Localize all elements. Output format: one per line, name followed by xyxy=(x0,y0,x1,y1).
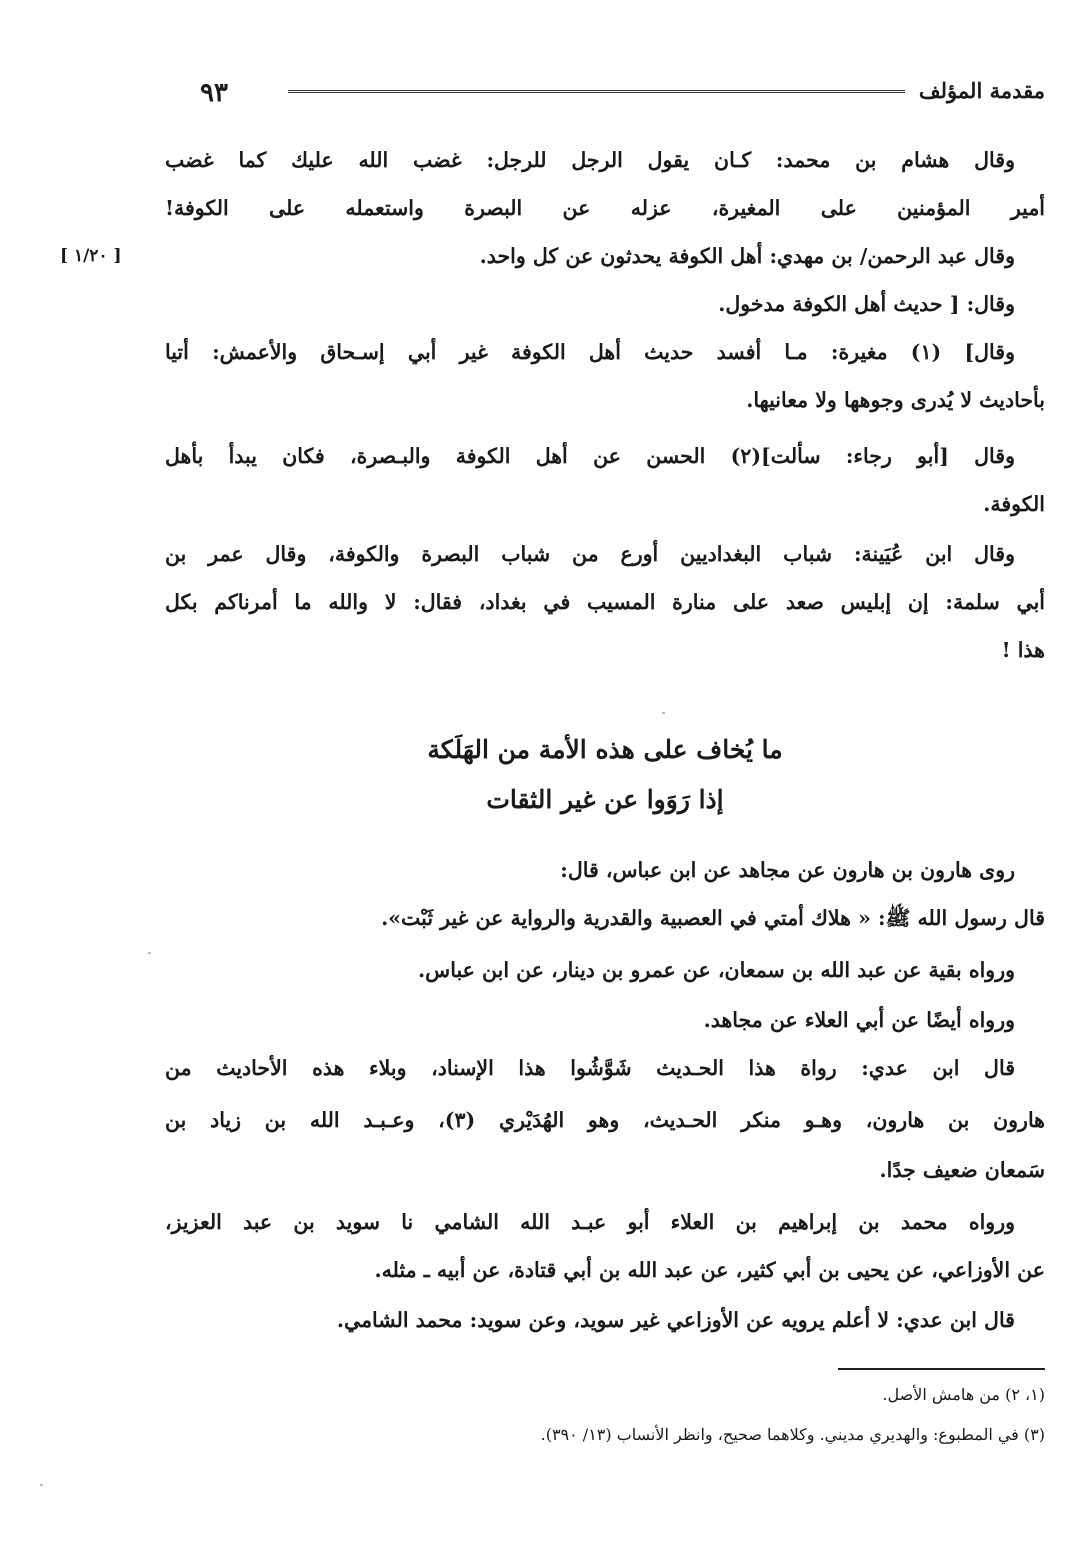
footnote-separator xyxy=(838,1368,1045,1370)
text-line: أبي سلمة: إن إبليس صعد على منارة المسيب في بغداد، فقال: لا والله ما أمرناكم بكل xyxy=(165,590,1045,614)
text-line: ورواه بقية عن عبد الله بن سمعان، عن عمرو بن دينار، عن ابن عباس. xyxy=(418,958,1015,982)
text-line: قال ابن عدي: لا أعلم يرويه عن الأوزاعي غير سويد، وعن سويد: محمد الشامي. xyxy=(336,1308,1015,1332)
margin-reference: [ ١/٢٠ ] xyxy=(60,246,122,266)
text-line: الكوفة. xyxy=(983,492,1045,516)
page-header xyxy=(200,78,1045,112)
text-line: ورواه أيضًا عن أبي العلاء عن مجاهد. xyxy=(703,1008,1015,1032)
text-line: روى هارون بن هارون عن مجاهد عن ابن عباس، قال: xyxy=(560,858,1015,882)
text-line: قال ابن عدي: رواة هذا الحـديث شَوَّشُوا هذا الإسناد، وبلاء هذه الأحاديث من xyxy=(165,1056,1015,1080)
text-line: وقال هشام بن محمد: كـان يقول الرجل للرجل: غضب الله عليك كما غضب xyxy=(165,148,1015,172)
text-line: هارون بن هارون، وهـو منكر الحـديث، وهو الهُدَيْري (٣)، وعـبـد الله بن زياد بن xyxy=(165,1108,1045,1132)
page-number: ٩٣ xyxy=(200,78,228,108)
section-subheading: إذا رَوَوا عن غير الثقات xyxy=(486,785,724,814)
footnote: (١، ٢) من هامش الأصل. xyxy=(882,1385,1045,1404)
running-title: مقدمة المؤلف xyxy=(918,78,1045,103)
text-line: وقال: [ حديث أهل الكوفة مدخول. xyxy=(718,292,1015,316)
text-line: وقال ابن عُيَينة: شباب البغداديين أورع من شباب البصرة والكوفة، وقال عمر بن xyxy=(165,542,1015,566)
text-line: وقال [أبو رجاء: سألت](٢) الحسن عن أهل الكوفة والبـصرة، فكان يبدأ بأهل xyxy=(165,444,1015,468)
text-line: سَمعان ضعيف جدًا. xyxy=(879,1158,1045,1182)
text-line: هذا ! xyxy=(1001,638,1045,662)
text-line: ورواه محمد بن إبراهيم بن العلاء أبو عبـد الله الشامي نا سويد بن عبد العزيز، xyxy=(165,1210,1015,1234)
scan-speck xyxy=(40,1484,43,1486)
footnote: (٣) في المطبوع: والهديري مديني. وكلاهما صحيح، وانظر الأنساب (١٣/ ٣٩٠). xyxy=(540,1425,1045,1444)
header-rule xyxy=(288,90,905,93)
text-line: عن الأوزاعي، عن يحيى بن أبي كثير، عن عبد الله بن أبي قتادة، عن أبيه ـ مثله. xyxy=(374,1258,1045,1282)
scan-speck xyxy=(662,712,665,714)
scan-speck xyxy=(148,952,151,954)
section-heading: ما يُخاف على هذه الأمة من الهَلَكة xyxy=(427,735,783,764)
text-line: وقال عبد الرحمن/ بن مهدي: أهل الكوفة يحدثون عن كل واحد. xyxy=(479,244,1015,268)
text-line: وقال] (١) مغيرة: مـا أفسد حديث أهل الكوفة غير أبي إسـحاق والأعمش: أتيا xyxy=(165,340,1015,364)
text-line: قال رسول الله ﷺ: « هلاك أمتي في العصبية والقدرية والرواية عن غير ثَبْت». xyxy=(381,906,1045,930)
text-line: أمير المؤمنين على المغيرة، عزله عن البصرة واستعمله على الكوفة! xyxy=(165,196,1045,220)
text-line: بأحاديث لا يُدرى وجوهها ولا معانيها. xyxy=(746,388,1045,412)
